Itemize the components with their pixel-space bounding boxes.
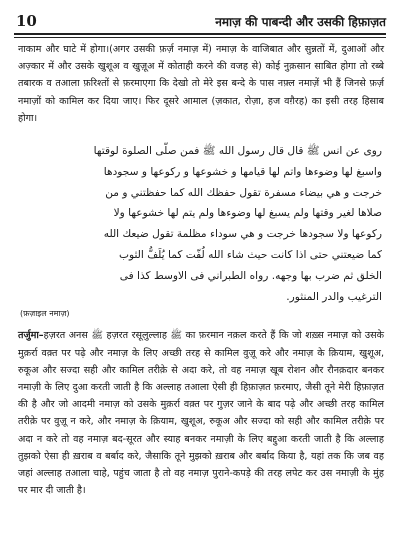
page-body xyxy=(18,41,384,499)
source-reference-text: (फ़ज़ाइल नमाज़) xyxy=(20,309,70,319)
intro-paragraph: नाकाम और घाटे में होगा।(अगर उसकी फ़र्ज़ नमाज़ में) नमाज़ के वाजिबात और सुन्नतों में, दुआओं और अज़्कार में और उसके खुशूअ व खुज़ूअ में कोताही करने की वजह से) कोई नुक़सान साबित होगा तो रब्बे तबारक व तआला फ़रिश्तों से फ़रमाएगा कि देखो तो मेरे इस बन्दे के पास नफ़्ल नमाज़ें भी हैं जिनसे फ़र्ज़ नमाज़ों को कामिल कर दिया जाए। फिर दूसरे आमाल (ज़कात, रोज़ा, हज वग़ैरह) का इसी तरह हिसाब होगा। xyxy=(18,44,384,124)
header-rule xyxy=(14,33,386,38)
page-number: 10 xyxy=(16,12,37,30)
arabic-line: صلاها لغير وقتها ولم يسبغ لها وضوءها ولم يتم لها خشوعها ولا xyxy=(113,207,382,220)
arabic-line: روى عن انس ﷺ قال قال رسول الله ﷺ فمن صلّى الصلوة لوقتها xyxy=(93,145,382,158)
running-title: नमाज़ की पाबन्दी और उसकी हिफ़ाज़त xyxy=(215,14,386,29)
page-header xyxy=(16,10,386,32)
arabic-hadith xyxy=(20,141,382,321)
translation-text: हज़रत अनस ﷺ हज़रत रसूलुल्लाह ﷺ का फ़रमान नक़ल करते हैं कि जो शख़्स नमाज़ को उसके मुक़र्रा वक़्त पर पढ़े और नमाज़ के लिए अच्छी तरह से कामिल वुज़ू करे और नमाज़ के क़ियाम, खुशूअ, रुकूअ और सज्दा सही और कामिल तरीक़े से अदा करे, तो वह नमाज़ खूब रोशन और रौनक़दार बनकर नमाज़ी के लिए दुआ करती जाती है कि अल्लाह तआला ऐसी ही हिफ़ाज़त फ़रमाए, जैसी तूने मेरी हिफ़ाज़त की है और जो आदमी नमाज़ को उसके मुक़र्रा वक़्त पर गुज़र जाने के बाद पढ़े और अच्छी तरह कामिल तरीक़े पर वुज़ू न करे, और नमाज़ के क़ियाम, खुशूअ, रुकूअ और सज्दा को सही और कामिल तरीक़े पर अदा न करे तो वह नमाज़ बद-सूरत और स्याह बनकर नमाज़ी के लिए बद्दुआ करती जाती है कि अल्लाह तुझको ऐसा ही ख़राब व बर्बाद करे, जैसाकि तूने मुझको ख़राब और बर्बाद किया है, यहां तक कि जब वह जहां अल्लाह तआला चाहे, पहुंच जाता है तो वह नमाज़ पुराने-कपड़े की तरह लपेट कर उस नमाज़ी के मुंह पर मार दी जाती है। xyxy=(18,330,385,497)
source-reference xyxy=(20,307,382,321)
arabic-line: ركوعها ولا سجودها خرجت و هي سوداء مظلمة تقول ضيعك الله xyxy=(103,228,382,241)
arabic-line: واسبغ لها وضوءها واتم لها قيامها و خشوعها و ركوعها و سجودها xyxy=(103,165,382,178)
arabic-line: خرجت و هي بيضاء مسفرة تقول حفظك الله كما حفظتني و من xyxy=(105,186,382,199)
arabic-line: الخلق ثم ضرب بها وجهه. رواه الطبراني فى الاوسط كذا فى xyxy=(119,269,382,282)
translation-label: तर्जुमा– xyxy=(18,330,44,342)
arabic-line: كما ضيعتني حتى اذا كانت حيث شاء الله لُفّت كما يُلَفُّ الثوب xyxy=(119,249,382,261)
translation-paragraph xyxy=(18,327,384,499)
arabic-line: الترغيب والدر المنثور. xyxy=(286,290,382,303)
